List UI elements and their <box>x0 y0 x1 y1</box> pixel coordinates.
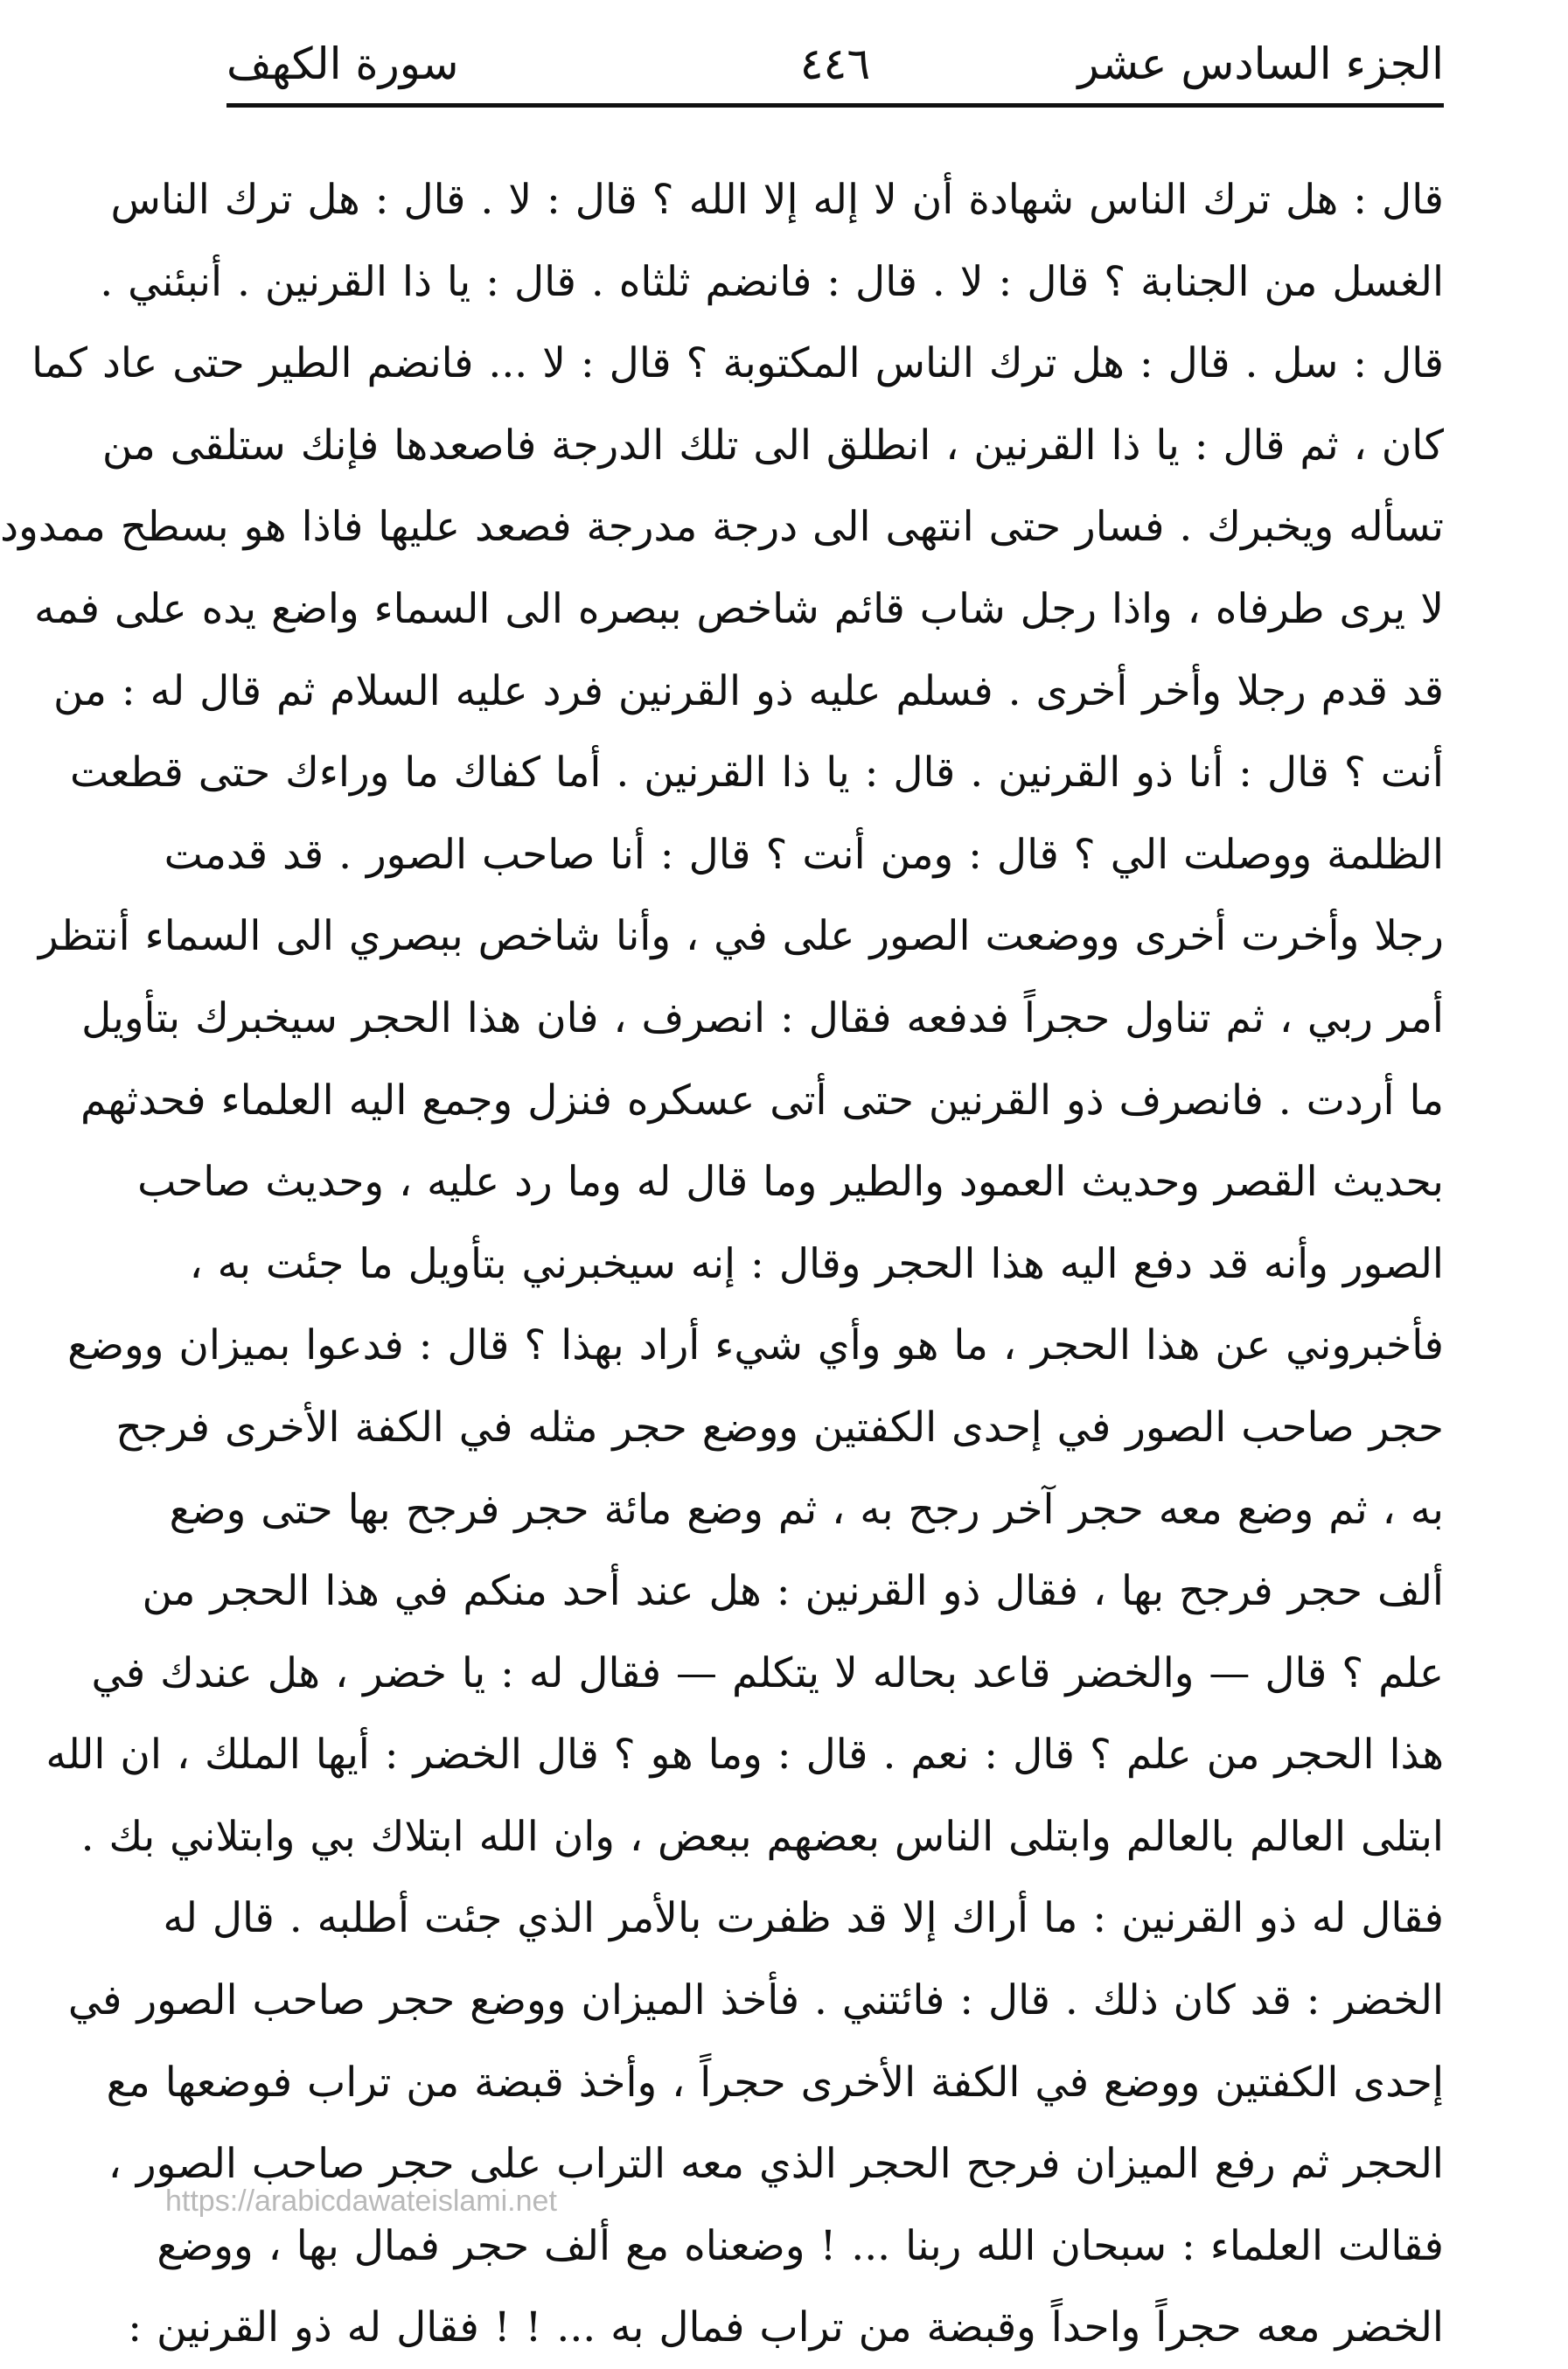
text-line: قد قدم رجلا وأخر أخرى . فسلم عليه ذو القرنين فرد عليه السلام ثم قال له : من <box>52 666 1444 715</box>
text-line: به ، ثم وضع معه حجر آخر رجح به ، ثم وضع مائة حجر فرجح بها حتى وضع <box>169 1485 1444 1534</box>
surah-title: سورة الكهف <box>226 38 459 89</box>
text-line: تسأله ويخبرك . فسار حتى انتهى الى درجة مدرجة فصعد عليها فاذا هو بسطح ممدود <box>0 503 1444 552</box>
text-line: حجر صاحب الصور في إحدى الكفتين ووضع حجر مثله في الكفة الأخرى فرجح <box>115 1403 1444 1452</box>
text-line: الحجر ثم رفع الميزان فرجح الحجر الذي معه التراب على حجر صاحب الصور ، <box>108 2140 1444 2189</box>
text-line: رجلا وأخرت أخرى ووضعت الصور على في ، وأنا شاخص ببصري الى السماء أنتظر <box>38 912 1444 961</box>
text-line: هذا الحجر من علم ؟ قال : نعم . قال : وما هو ؟ قال الخضر : أيها الملك ، ان الله <box>45 1731 1444 1780</box>
text-line: إحدى الكفتين ووضع في الكفة الأخرى حجراً ، وأخذ قبضة من تراب فوضعها مع <box>106 2058 1444 2107</box>
text-line: كان ، ثم قال : يا ذا القرنين ، انطلق الى تلك الدرجة فاصعدها فإنك ستلقى من <box>101 421 1444 470</box>
text-line: فقال له ذو القرنين : ما أراك إلا قد ظفرت بالأمر الذي جئت أطلبه . قال له <box>163 1894 1444 1943</box>
text-line: أمر ربي ، ثم تناول حجراً فدفعه فقال : انصرف ، فان هذا الحجر سيخبرك بتأويل <box>81 993 1444 1042</box>
text-line: ألف حجر فرجح بها ، فقال ذو القرنين : هل عند أحد منكم في هذا الحجر من <box>142 1567 1444 1616</box>
text-line: الصور وأنه قد دفع اليه هذا الحجر وقال : إنه سيخبرني بتأويل ما جئت به ، <box>189 1239 1444 1288</box>
text-line: قال : سل . قال : هل ترك الناس المكتوبة ؟ قال : لا ... فانضم الطير حتى عاد كما <box>31 339 1444 388</box>
part-title: الجزء السادس عشر <box>1077 38 1444 89</box>
text-line: الخضر : قد كان ذلك . قال : فائتني . فأخذ الميزان ووضع حجر صاحب الصور في <box>67 1976 1444 2025</box>
header-divider <box>226 103 1444 108</box>
text-line: علم ؟ قال — والخضر قاعد بحاله لا يتكلم — فقال له : يا خضر ، هل عندك في <box>91 1648 1444 1697</box>
text-line: فقالت العلماء : سبحان الله ربنا ... ! وضعناه مع ألف حجر فمال بها ، ووضع <box>157 2221 1444 2270</box>
text-line: أنت ؟ قال : أنا ذو القرنين . قال : يا ذا القرنين . أما كفاك ما وراءك حتى قطعت <box>69 749 1444 798</box>
source-watermark: https://arabicdawateislami.net <box>165 2184 557 2218</box>
text-line: ما أردت . فانصرف ذو القرنين حتى أتى عسكره فنزل وجمع اليه العلماء فحدثهم <box>80 1076 1444 1125</box>
text-line: الظلمة ووصلت الي ؟ قال : ومن أنت ؟ قال : أنا صاحب الصور . قد قدمت <box>164 830 1444 879</box>
body-text <box>0 159 1444 2369</box>
text-line: ابتلى العالم بالعالم وابتلى الناس بعضهم ببعض ، وان الله ابتلاك بي وابتلاني بك . <box>80 1812 1444 1861</box>
running-header <box>226 33 1444 94</box>
text-line: بحديث القصر وحديث العمود والطير وما قال له وما رد عليه ، وحديث صاحب <box>137 1158 1444 1207</box>
text-line: الغسل من الجنابة ؟ قال : لا . قال : فانضم ثلثاه . قال : يا ذا القرنين . أنبئني . <box>100 257 1444 306</box>
text-line: الخضر معه حجراً واحداً وقبضة من تراب فمال به ... ! ! فقال له ذو القرنين : <box>128 2303 1444 2352</box>
text-line: قال : هل ترك الناس شهادة أن لا إله إلا الله ؟ قال : لا . قال : هل ترك الناس <box>110 176 1444 224</box>
text-line: لا يرى طرفاه ، واذا رجل شاب قائم شاخص ببصره الى السماء واضع يده على فمه <box>34 584 1444 633</box>
page-number: ٤٤٦ <box>799 38 871 89</box>
text-line: فأخبروني عن هذا الحجر ، ما هو وأي شيء أراد بهذا ؟ قال : فدعوا بميزان ووضع <box>67 1321 1444 1370</box>
